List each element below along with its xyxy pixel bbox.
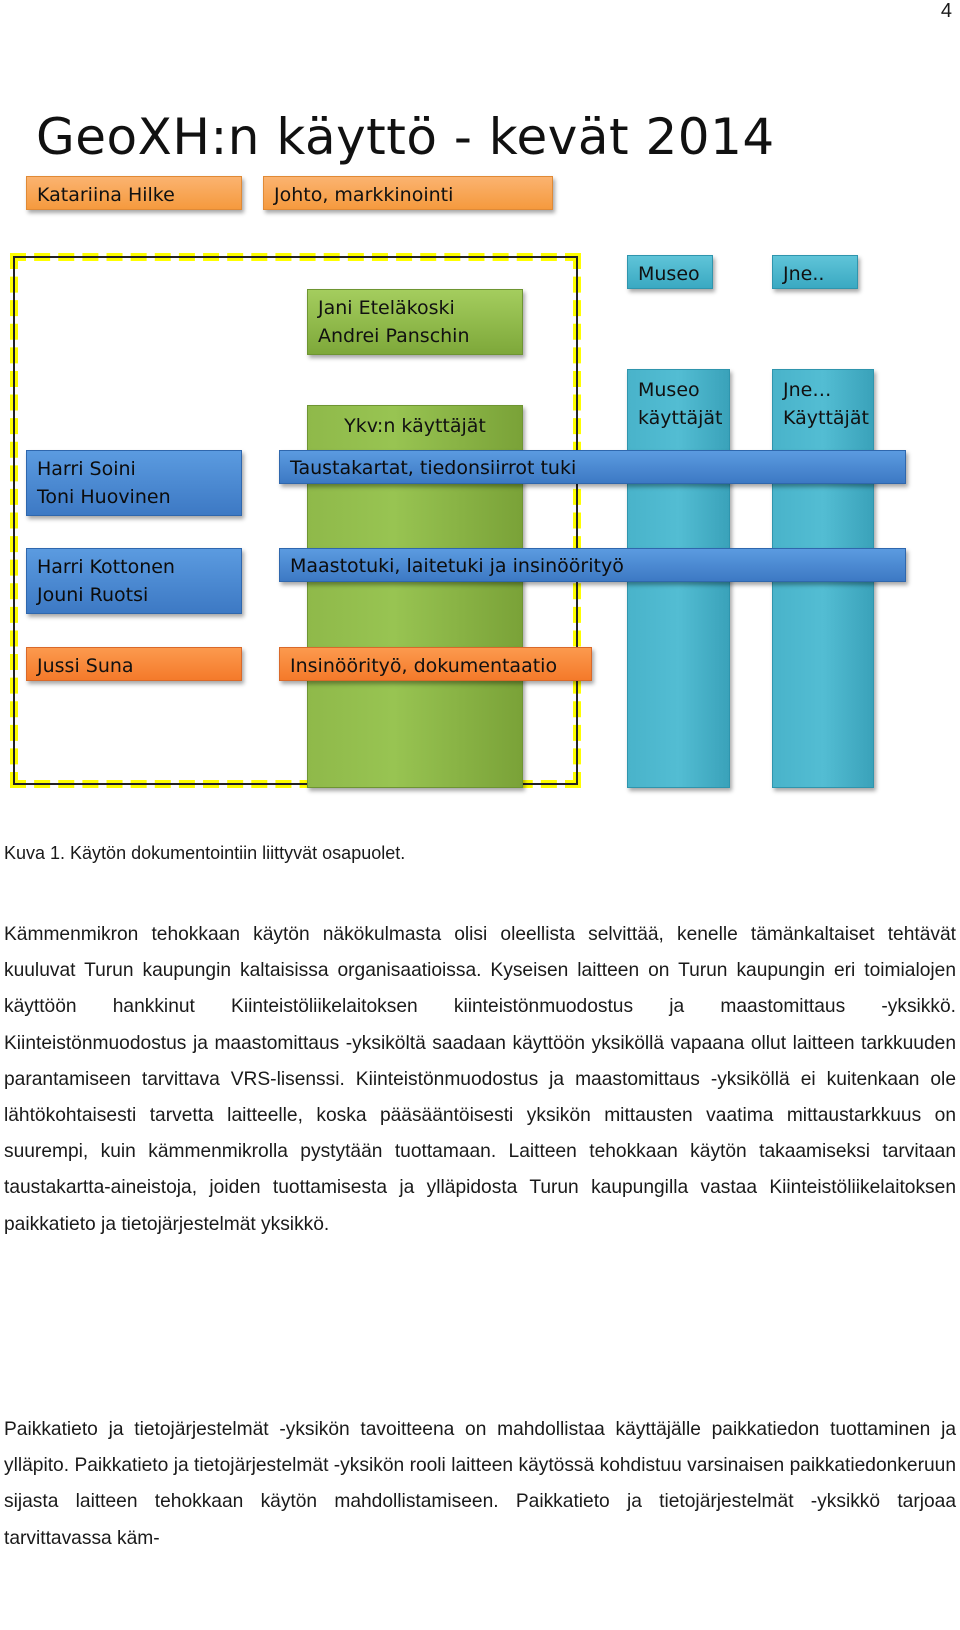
person-box-3-label: Jussi Suna xyxy=(37,655,134,677)
owner-box xyxy=(26,176,242,210)
person-box-1-line1: Harri Soini xyxy=(37,458,136,480)
green-top-line2: Andrei Panschin xyxy=(318,325,470,347)
support-bar-3-label: Insinöörityö, dokumentaatio xyxy=(290,655,558,677)
museo-box xyxy=(627,255,713,289)
ykv-users-label: Ykv:n käyttäjät xyxy=(344,415,486,437)
management-box-label: Johto, markkinointi xyxy=(274,184,454,206)
person-box-2-line2: Jouni Ruotsi xyxy=(37,584,149,606)
page-number: 4 xyxy=(940,0,952,22)
support-bar-2-label: Maastotuki, laitetuki ja insinöörityö xyxy=(290,555,624,577)
museo-users-line1: Museo xyxy=(638,379,700,401)
green-top-line1: Jani Eteläkoski xyxy=(318,297,455,319)
support-bar-1 xyxy=(279,450,906,484)
body-paragraph-1: Kämmenmikron tehokkaan käytön näkökulmasta olisi oleellista selvittää, kenelle tämänkaltaiset tehtävät kuuluvat Turun kaupungin kaltaisissa organisaatioissa. Kyseisen laitteen on Turun kaupungin eri toimialojen käyttöön hankkinut Kiinteistöliikelaitoksen kiinteistönmuodostus ja maastomittaus -yksikkö. Kiinteistönmuodostus ja maastomittaus -yksiköltä saadaan käyttöön yksiköllä vapaana ollut laitteen tarkkuuden parantamiseen tarvittava VRS-lisenssi. Kiinteistönmuodostus ja maastomittaus -yksiköllä ei kuitenkaan ole lähtökohtaisesti tarvetta laitteelle, koska pääsääntöisesti yksikön mittausten vaatima mittaustarkkuus on suurempi, kuin kämmenmikrolla pystytään tuottamaan. Laitteen tehokkaan käytön takaamiseksi tarvitaan taustakartta-aineistoja, joiden tuottamisesta ja ylläpidosta Turun kaupungilla vastaa Kiinteistöliikelaitoksen paikkatieto ja tietojärjestelmät yksikkö. xyxy=(4,924,956,1235)
jne-box-label: Jne.. xyxy=(783,263,825,285)
person-box-1-line2: Toni Huovinen xyxy=(37,486,171,508)
body-paragraph-2: Paikkatieto ja tietojärjestelmät -yksikön tavoitteena on mahdollistaa käyttäjälle paikkatiedon tuottaminen ja ylläpito. Paikkatieto ja tietojärjestelmät -yksikön rooli laitteen käytössä kohdistuu varsinaisen paikkatiedonkeruun sijasta laitteen tehokkaan käytön mahdollistamiseen. Paikkatieto ja tietojärjestelmät -yksikkö tarjoaa tarvittavassa käm- xyxy=(4,1419,956,1549)
jne-users-line2: Käyttäjät xyxy=(783,407,869,429)
person-box-2 xyxy=(26,548,242,614)
person-box-3 xyxy=(26,647,242,681)
jne-users-line1: Jne… xyxy=(783,379,832,401)
support-bar-3 xyxy=(279,647,592,681)
figure-caption: Kuva 1. Käytön dokumentointiin liittyvät osapuolet. xyxy=(4,843,406,863)
person-box-2-line1: Harri Kottonen xyxy=(37,556,175,578)
jne-box xyxy=(772,255,858,289)
owner-box-label: Katariina Hilke xyxy=(37,184,175,206)
management-box xyxy=(263,176,553,210)
diagram-title: GeoXH:n käyttö - kevät 2014 xyxy=(36,108,775,166)
museo-users-line2: käyttäjät xyxy=(638,407,723,429)
museo-box-label: Museo xyxy=(638,263,700,285)
green-top-box xyxy=(307,289,523,355)
support-bar-2 xyxy=(279,548,906,582)
person-box-1 xyxy=(26,450,242,516)
support-bar-1-label: Taustakartat, tiedonsiirrot tuki xyxy=(290,457,577,479)
